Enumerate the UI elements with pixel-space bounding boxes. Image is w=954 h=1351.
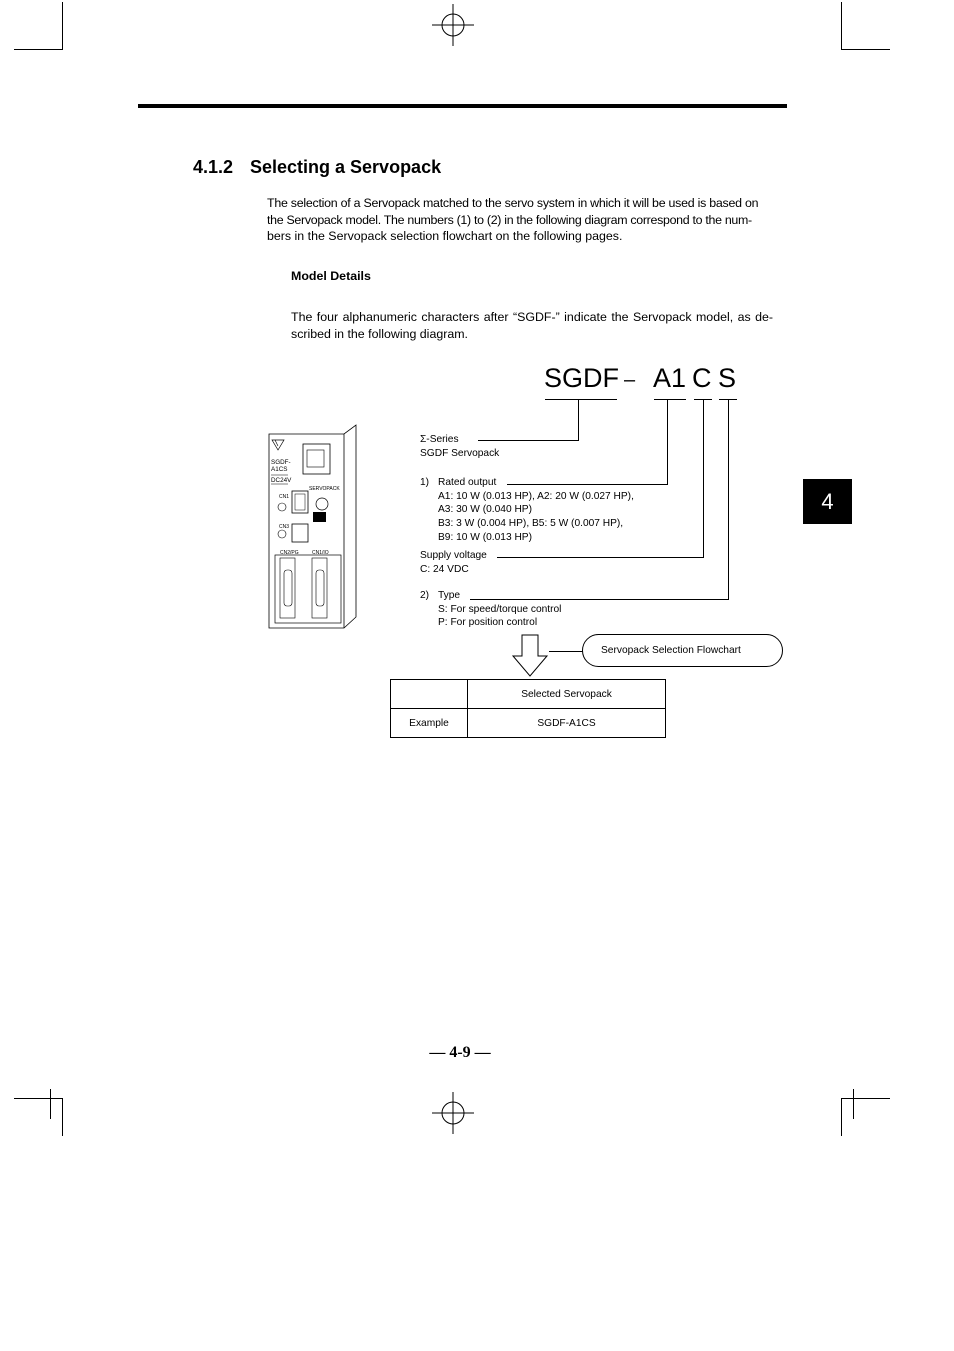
crop-mark-bl-v — [62, 1098, 63, 1136]
crop-mark-tr-h — [842, 49, 890, 50]
rated-output-item: A1: 10 W (0.013 HP), A2: 20 W (0.027 HP), — [438, 490, 634, 502]
type-heading: Type — [438, 590, 461, 601]
flowchart-callout: Servopack Selection Flowchart — [582, 634, 783, 667]
rated-output-label — [420, 476, 634, 545]
underline-output — [654, 399, 686, 400]
device-port-label: CN2/PG — [280, 550, 299, 556]
leader-voltage-h — [497, 557, 704, 558]
crop-mark-tl-v — [62, 2, 63, 50]
rated-output-number: 1) — [420, 477, 430, 488]
series-line: Σ-Series — [420, 434, 459, 445]
down-arrow-icon — [511, 634, 549, 678]
subsection-title: Model Details — [291, 269, 371, 283]
leader-series-v — [578, 399, 579, 440]
device-voltage-label: DC24V — [271, 477, 292, 484]
page-number: — 4-9 — — [429, 1044, 491, 1061]
supply-voltage-heading: Supply voltage — [420, 550, 487, 561]
table-header-cell — [391, 680, 468, 709]
device-model-label: A1CS — [271, 466, 288, 473]
model-paragraph — [291, 309, 787, 342]
selection-table — [390, 679, 666, 738]
model-code-type: S — [718, 363, 737, 393]
section-number: 4.1.2 — [193, 157, 234, 177]
rated-output-item: B3: 3 W (0.004 HP), B5: 5 W (0.007 HP), — [438, 518, 624, 530]
crop-mark-br-v2 — [853, 1089, 854, 1119]
device-model-label: SGDF- — [271, 459, 291, 466]
model-line: scribed in the following diagram. — [291, 326, 469, 341]
crop-mark-bl-h — [14, 1098, 62, 1099]
series-label — [420, 433, 499, 460]
table-row — [391, 709, 666, 738]
table-cell: Example — [391, 709, 468, 738]
header-rule — [138, 104, 787, 108]
table-cell: SGDF-A1CS — [468, 709, 666, 738]
leader-output-v — [667, 399, 668, 484]
registration-mark-bottom — [432, 1092, 474, 1134]
series-line: SGDF Servopack — [420, 447, 500, 459]
intro-line: bers in the Servopack selection flowchart on the following pages. — [267, 229, 623, 243]
type-label — [420, 589, 561, 630]
device-power-label: SERVOPACK — [309, 486, 340, 492]
rated-output-heading: Rated output — [438, 477, 497, 488]
intro-paragraph — [267, 195, 787, 245]
crop-mark-tl-h — [14, 49, 62, 50]
supply-voltage-item: C: 24 VDC — [420, 563, 469, 575]
leader-type-v — [728, 399, 729, 599]
rated-output-item: B9: 10 W (0.013 HP) — [438, 531, 532, 543]
crop-mark-br-v — [841, 1098, 842, 1136]
registration-mark-top — [432, 4, 474, 46]
type-number: 2) — [420, 590, 430, 601]
device-cn-label: CN1 — [279, 494, 290, 500]
crop-mark-bl-v2 — [50, 1089, 51, 1119]
chapter-tab: 4 — [803, 479, 852, 524]
flowchart-connector — [549, 651, 583, 652]
section-heading — [193, 157, 441, 178]
table-header-row — [391, 680, 666, 709]
model-line: The four alphanumeric characters after “SGDF-” indicate the Servopack model, as de- — [291, 310, 774, 324]
table-header-cell: Selected Servopack — [468, 680, 666, 709]
crop-mark-br-h — [842, 1098, 890, 1099]
type-item: S: For speed/torque control — [438, 603, 562, 615]
intro-line: The selection of a Servopack matched to the servo system in which it will be used is based on — [267, 196, 759, 210]
underline-prefix — [545, 399, 617, 400]
model-code-voltage: C — [692, 363, 712, 393]
model-code-prefix: SGDF — [544, 363, 620, 393]
model-code-output: A1 — [653, 363, 687, 393]
crop-mark-tr-v — [841, 2, 842, 50]
servopack-illustration — [266, 424, 360, 630]
leader-voltage-v — [703, 399, 704, 557]
rated-output-item: A3: 30 W (0.040 HP) — [438, 504, 532, 516]
intro-line: the Servopack model. The numbers (1) to (2) in the following diagram correspond to the num- — [267, 212, 752, 227]
section-title: Selecting a Servopack — [250, 157, 442, 177]
model-code-dash: – — [624, 369, 636, 391]
device-port-label: CN1/IO — [312, 550, 329, 556]
device-cn-label: CN3 — [279, 524, 290, 530]
supply-voltage-label — [420, 549, 487, 576]
type-item: P: For position control — [438, 617, 538, 629]
